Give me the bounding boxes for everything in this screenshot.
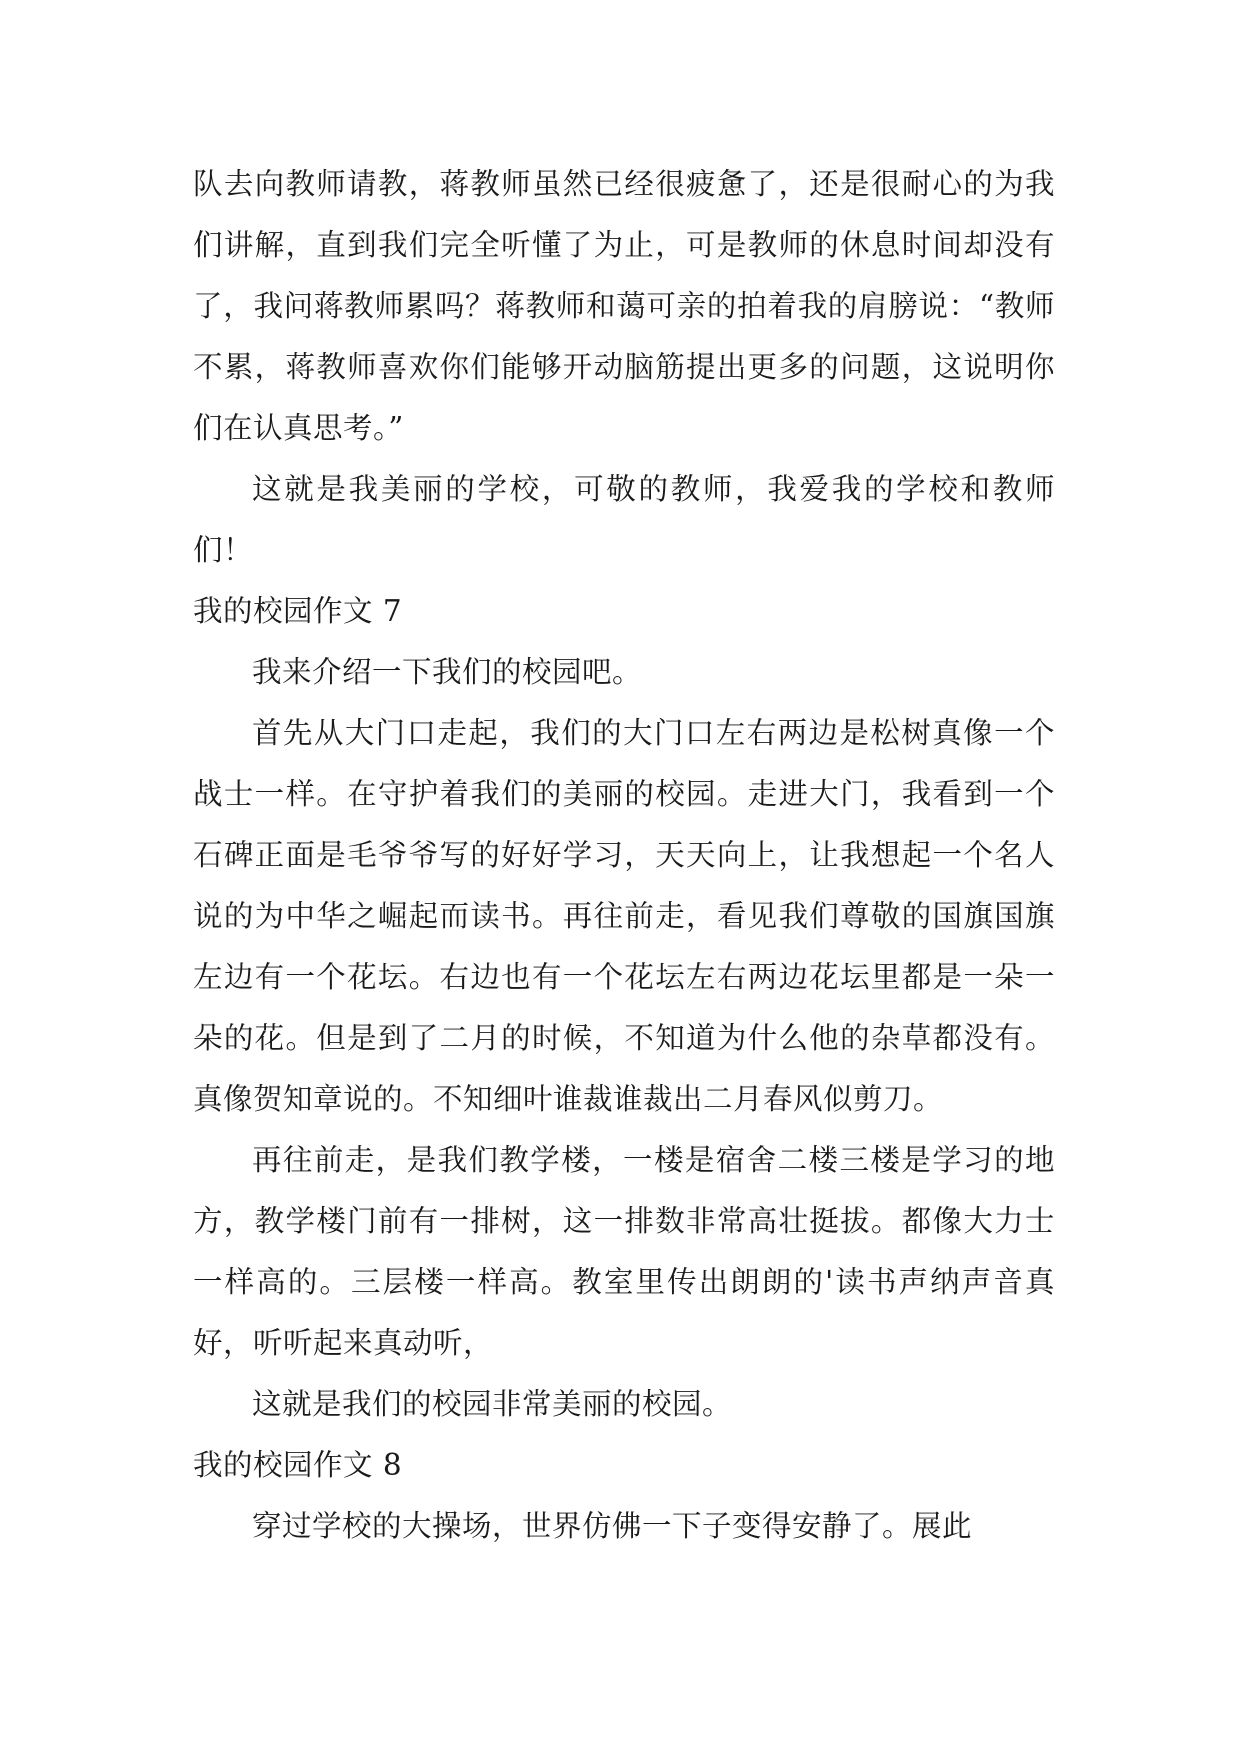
paragraph-teaching-building: 再往前走，是我们教学楼，一楼是宿舍二楼三楼是学习的地方，教学楼门前有一排树，这一排数非常高壮挺拔。都像大力士一样高的。三层楼一样高。教室里传出朗朗的'读书声纳声音真好，听听起来真动听， — [193, 1143, 1055, 1360]
paragraph-teacher-explains: 队去向教师请教，蒋教师虽然已经很疲惫了，还是很耐心的为我们讲解，直到我们完全听懂了为止，可是教师的休息时间却没有了，我问蒋教师累吗？蒋教师和蔼可亲的拍着我的肩膀说：“教师不累，蒋教师喜欢你们能够开动脑筋提出更多的问题，这说明你们在认真思考。” — [193, 167, 1055, 445]
paragraph-love-school: 这就是我美丽的学校，可敬的教师，我爱我的学校和教师们！ — [193, 472, 1055, 567]
document-body — [193, 154, 1055, 1557]
paragraph-introduce-campus: 我来介绍一下我们的校园吧。 — [252, 655, 643, 689]
paragraph-main-gate: 首先从大门口走起，我们的大门口左右两边是松树真像一个战士一样。在守护着我们的美丽的校园。走进大门，我看到一个石碑正面是毛爷爷写的好好学习，天天向上，让我想起一个名人说的为中华之崛起而读书。再往前走，看见我们尊敬的国旗国旗左边有一个花坛。右边也有一个花坛左右两边花坛里都是一朵一朵的花。但是到了二月的时候，不知道为什么他的杂草都没有。真像贺知章说的。不知细叶谁裁谁裁出二月春风似剪刀。 — [193, 716, 1055, 1116]
paragraph-beautiful-campus: 这就是我们的校园非常美丽的校园。 — [252, 1387, 733, 1421]
essay-heading-8: 我的校园作文 8 — [193, 1448, 403, 1482]
essay-heading-7: 我的校园作文 7 — [193, 594, 403, 628]
paragraph-playground: 穿过学校的大操场，世界仿佛一下子变得安静了。展此 — [252, 1509, 973, 1543]
